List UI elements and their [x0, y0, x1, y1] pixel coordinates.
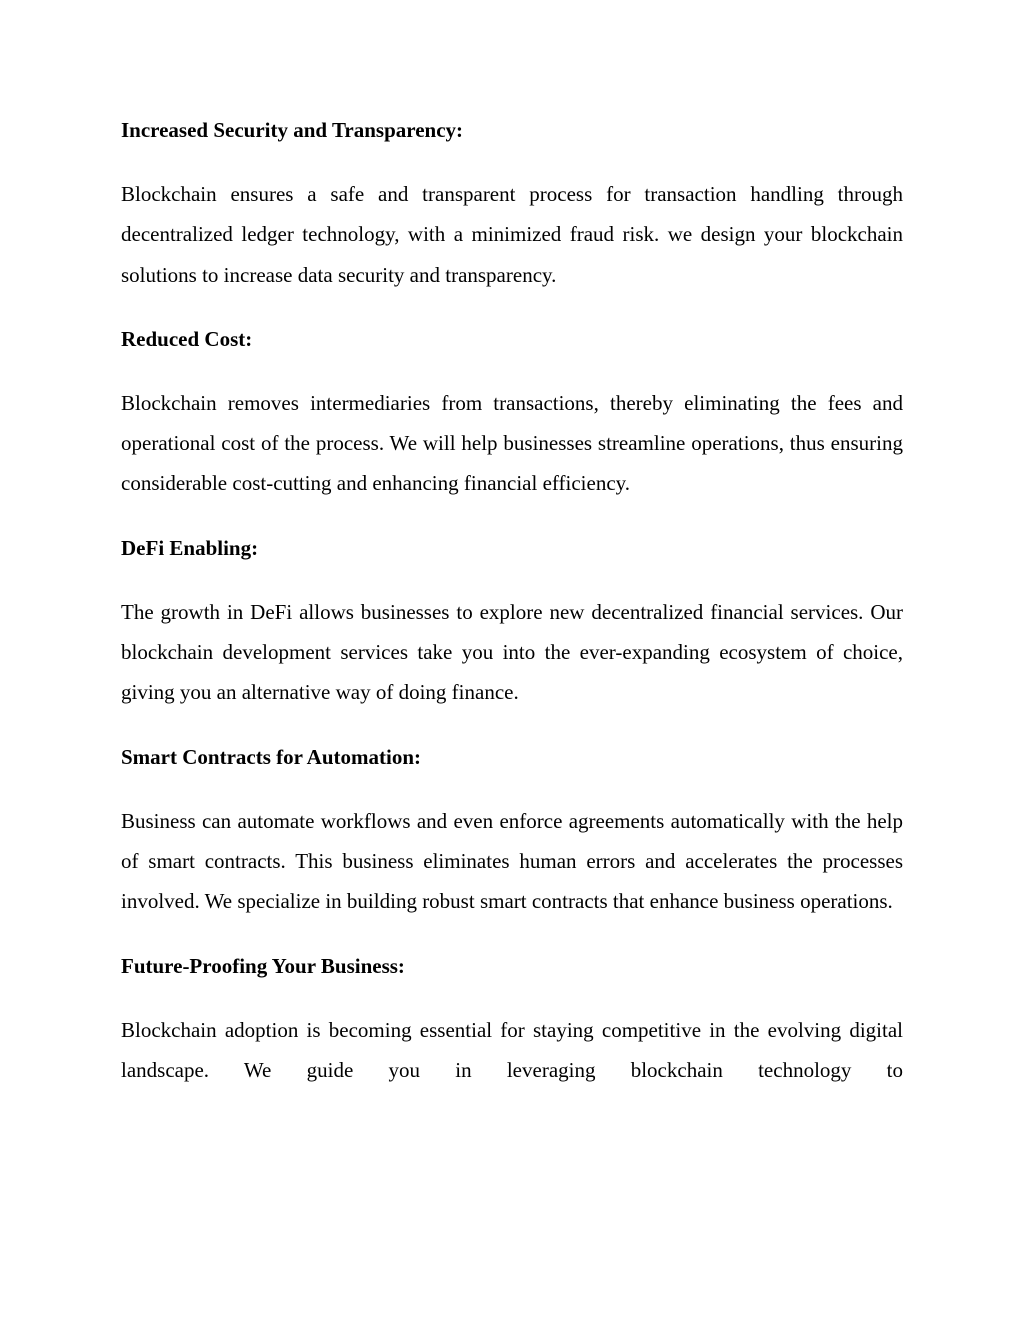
section-security	[121, 110, 903, 295]
section-future-proofing	[121, 946, 903, 1091]
section-paragraph: Blockchain removes intermediaries from transactions, thereby eliminating the fees and operational cost of the process. We will help businesses streamline operations, thus ensuring considerable cost-cutting and enhancing financial efficiency.	[121, 390, 903, 496]
section-heading: Smart Contracts for Automation:	[121, 744, 421, 769]
document-page	[121, 110, 903, 1114]
section-heading: Future-Proofing Your Business:	[121, 953, 405, 978]
section-heading: DeFi Enabling:	[121, 535, 259, 560]
section-heading: Reduced Cost:	[121, 326, 253, 351]
section-paragraph: Business can automate workflows and even enforce agreements automatically with the help of smart contracts. This business eliminates human errors and accelerates the processes involved. We specialize in building robust smart contracts that enhance business operations.	[121, 808, 903, 914]
section-paragraph: The growth in DeFi allows businesses to explore new decentralized financial services. Our blockchain development services take you into the ever-expanding ecosystem of choice, giving you an alternative way of doing finance.	[121, 599, 903, 705]
section-paragraph: Blockchain adoption is becoming essential for staying competitive in the evolving digital landscape. We guide you in leveraging blockchain technology to	[121, 1017, 903, 1082]
section-paragraph: Blockchain ensures a safe and transparent process for transaction handling through decentralized ledger technology, with a minimized fraud risk. we design your blockchain solutions to increase data security and transparency.	[121, 182, 903, 287]
section-reduced-cost	[121, 319, 903, 504]
section-defi	[121, 528, 903, 713]
section-smart-contracts	[121, 737, 903, 922]
section-heading: Increased Security and Transparency:	[121, 118, 464, 142]
